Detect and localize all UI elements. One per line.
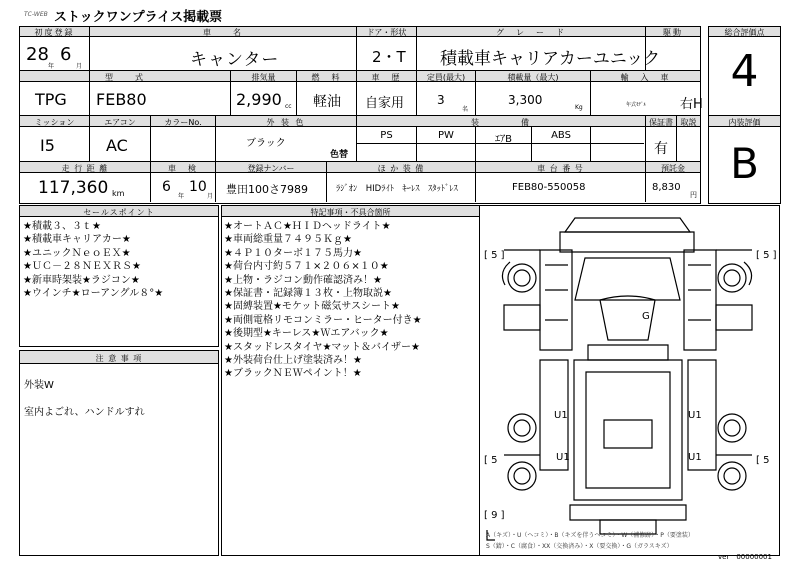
special-notes-title: 特記事項・不具合箇所	[310, 208, 391, 217]
list-item: ★両側電格リモコンミラー・ヒーター付き★	[224, 314, 422, 326]
manual-header: 取説	[680, 118, 697, 127]
first-reg-month: 6	[60, 44, 72, 65]
plate-header: 登録ナンバー	[247, 164, 295, 173]
chassis-number: FEB80-550058	[512, 182, 586, 193]
list-item: ★ウインチ★ローアングル８°★	[23, 288, 164, 300]
damage-legend: A（キズ）・U（ヘコミ）・B（キズを伴うヘコミ）・W（補修跡）・P（要塗装）	[486, 532, 694, 539]
notes-line: 室内よごれ、ハンドルすれ	[24, 407, 145, 418]
mileage-unit: km	[112, 189, 125, 198]
list-item: ★外装荷台仕上げ塗装済み！★	[224, 355, 362, 367]
type: FEB80	[96, 90, 147, 109]
list-item: ★オートＡＣ★ＨＩＤヘッドライト★	[224, 221, 391, 232]
displacement-header: 排気量	[251, 73, 276, 82]
inspection-header: 車 検	[168, 164, 198, 173]
list-item: ★後期型★キーレス★Ｗエアバック★	[224, 328, 389, 340]
mileage-header: 走 行 距 離	[61, 164, 109, 173]
first-reg-year: 28	[26, 44, 49, 65]
model-name-header: 車 名	[203, 28, 243, 37]
other-equipment: ﾗｼﾞｵﾝ HIDﾗｲﾄ ｷｰﾚｽ ｽﾀｯﾄﾞﾚｽ	[336, 184, 458, 194]
mark-glass: G	[642, 311, 650, 322]
equip-airbag: ｴｱB	[495, 134, 512, 145]
drive-header: 駆動	[663, 28, 683, 37]
mark-u1-left-upper: U1	[554, 410, 568, 421]
damage-legend: S（錆）・C（腐食）・XX（交換済み）・X（要交換）・G（ガラスキズ）	[486, 543, 673, 550]
inspection-year: 6	[162, 179, 171, 195]
selling-points-title: セールスポイント	[83, 208, 155, 217]
month-unit: 月	[76, 63, 83, 70]
mark-rear: [ 9 ]	[484, 510, 505, 521]
mark-right-rear: [ 5	[756, 455, 770, 466]
displacement: 2,990	[236, 90, 282, 109]
chassis-header: 車 台 番 号	[537, 164, 584, 173]
list-item: ★ブラックＮＥＷペイント！★	[224, 368, 362, 380]
version-label: ver 00000001	[718, 553, 772, 561]
deposit-fee: 8,830	[652, 182, 681, 193]
fuel-header: 燃 料	[311, 73, 342, 82]
history: 自家用	[365, 96, 405, 111]
license-plate: 豊田100さ7989	[226, 183, 308, 196]
history-header: 車 歴	[371, 73, 402, 82]
grade-header: グ レ ー ド	[496, 28, 566, 37]
aircon: AC	[106, 136, 128, 155]
list-item: ★荷台内寸約５７１×２０６×１０★	[224, 261, 389, 273]
warranty: 有	[654, 141, 668, 157]
fuel: 軽油	[313, 94, 341, 110]
warranty-header: 保証書	[649, 118, 673, 127]
equip-ps: PS	[380, 130, 393, 141]
list-item: ★ＵＣ－２８ＮＥＸＲＳ★	[23, 261, 141, 273]
other-equip-header: ほ か 装 備	[377, 164, 425, 173]
notes-line: 外装W	[24, 380, 54, 391]
color-no-header: カラーNo.	[164, 118, 202, 127]
mission: I5	[40, 136, 55, 155]
mileage: 117,360	[38, 178, 109, 198]
grade: 積載車キャリアカーユニック	[440, 49, 661, 69]
displacement-unit: cc	[285, 103, 292, 110]
inspection-year-unit: 年	[178, 193, 185, 200]
mark-left-rear: [ 5	[484, 455, 498, 466]
list-item: ★車両総重量７４９５Ｋｇ★	[224, 234, 352, 246]
inspection-month: 10	[189, 179, 207, 195]
exterior-color: ブラック	[246, 138, 286, 149]
type-header: 型 式	[105, 73, 145, 82]
capacity: 3	[437, 93, 445, 107]
list-item: ★ユニックＮｅｏＥＸ★	[23, 247, 131, 259]
mark-right-front: [ 5 ]	[756, 250, 777, 261]
import-header: 輸 入 車	[620, 73, 671, 82]
list-item: ★積載車キャリアカー★	[23, 234, 131, 246]
capacity-header: 定員(最大)	[426, 73, 466, 82]
mark-u1-right-lower: U1	[688, 452, 702, 463]
list-item: ★４Ｐ１０ターボ１７５馬力★	[224, 247, 362, 259]
mark-u1-right-upper: U1	[688, 410, 702, 421]
mark-u1-left-lower: U1	[556, 452, 570, 463]
list-item: ★積載３、３ｔ★	[23, 221, 101, 232]
mission-header: ミッション	[34, 118, 75, 127]
door-shape: 2・T	[372, 48, 406, 66]
equip-abs: ABS	[551, 130, 571, 141]
fee-unit: 円	[690, 191, 697, 199]
list-item: ★保証書・記録簿１３枚・上物取説★	[224, 288, 392, 300]
model-name: キャンター	[190, 50, 280, 70]
load-unit: Kg	[575, 104, 583, 111]
year-unit: 年	[48, 63, 55, 70]
interior-score: B	[730, 139, 759, 188]
overall-score-header: 総合評価点	[724, 28, 765, 37]
inspection-month-unit: 月	[207, 193, 214, 200]
aircon-header: エアコン	[104, 118, 136, 127]
load: 3,300	[508, 93, 543, 107]
type-prefix: TPG	[35, 90, 67, 109]
notes-title: 注 意 事 項	[95, 354, 143, 363]
fee-header: 預託金	[661, 164, 685, 173]
logo: TC-WEB	[24, 11, 48, 18]
sheet-title: ストックワンプライス掲載票	[54, 10, 223, 25]
first-reg-header: 初度登録	[34, 28, 75, 37]
capacity-unit: 名	[462, 106, 469, 113]
mark-left-front: [ 5 ]	[484, 250, 505, 261]
overall-score: 4	[730, 46, 759, 97]
interior-score-header: 内装評価	[728, 118, 761, 127]
list-item: ★固縛装置★モケット磁気サスシート★	[224, 301, 400, 313]
color-change-label: 色替	[330, 150, 349, 160]
exterior-header: 外 装 色	[266, 118, 306, 127]
steering: 右H	[680, 97, 703, 112]
list-item: ★上物・ラジコン動作確認済み！★	[224, 274, 382, 286]
model-year-label: 年式ﾓﾃﾞﾙ	[626, 102, 647, 108]
list-item: ★スタッドレスタイヤ★マット＆バイザー★	[224, 341, 420, 353]
list-item: ★新車時架装★ラジコン★	[23, 274, 140, 286]
equip-pw: PW	[438, 130, 454, 141]
door-shape-header: ドア・形状	[366, 28, 407, 37]
load-header: 積載量（最大)	[507, 73, 559, 82]
equipment-header: 装 備	[471, 118, 531, 127]
